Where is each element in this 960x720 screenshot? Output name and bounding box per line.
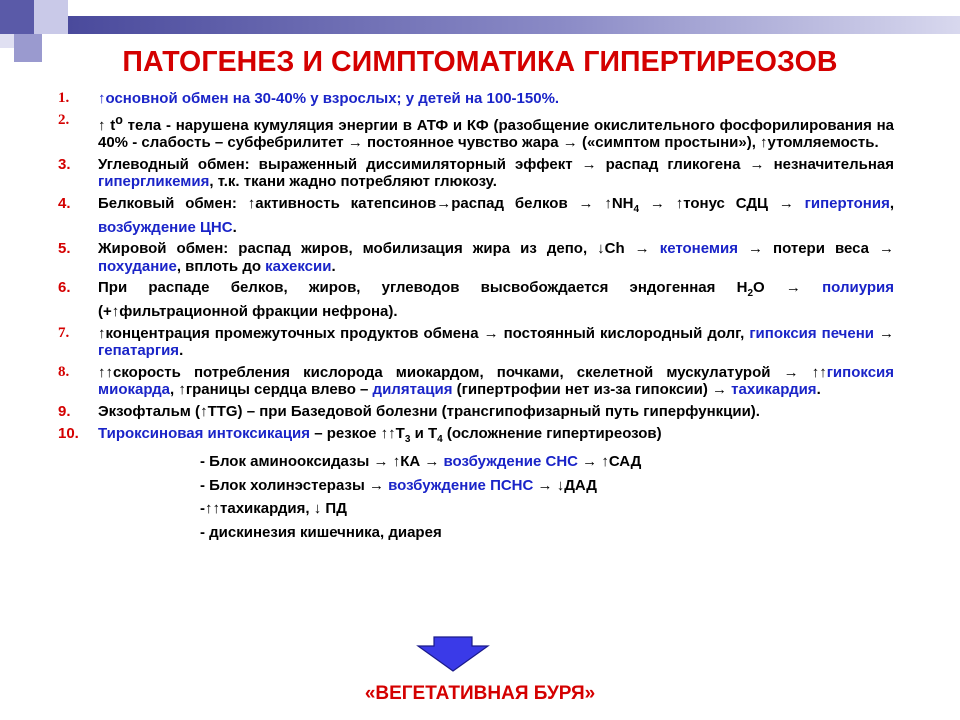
arrow-up-icon: ↑↑: [380, 424, 396, 442]
list-item: 3. Углеводный обмен: выраженный диссимиляторный эффект → распад гликогена → незначительная гипергликемия, т.к. ткани жадно потребляют глюкозу.: [58, 155, 894, 191]
item-number: 10.: [58, 424, 79, 442]
item-text: основной обмен на 30-40% у взрослых; у детей на 100-150%.: [105, 90, 560, 107]
item-number: 7.: [58, 324, 70, 341]
arrow-up-icon: ↑↑: [98, 363, 113, 381]
arrow-right-icon: →: [581, 155, 597, 173]
arrow-right-icon: →: [582, 453, 598, 471]
item-number: 5.: [58, 240, 71, 258]
arrow-up-icon: ↑: [604, 194, 612, 212]
item-number: 8.: [58, 363, 70, 380]
arrow-right-icon: →: [783, 363, 799, 381]
down-block-arrow-icon: [416, 636, 490, 672]
arrow-up-icon: ↑: [98, 116, 106, 134]
list-item: 10. Тироксиновая интоксикация – резкое $↑↑T_3$ и $T_4$ (осложнение гипертиреозов): [58, 425, 894, 449]
arrow-right-icon: →: [483, 324, 499, 342]
list-item: 6. При распаде белков, жиров, углеводов высвобождается эндогенная $H_2O$ → полиурия (+↑фильтрационной фракции нефрона).: [58, 279, 894, 320]
item-number: 1.: [58, 90, 70, 106]
item-number: 4.: [58, 194, 71, 212]
arrow-up-icon: ↑: [601, 453, 609, 471]
list-item: - Блок холинэстеразы → возбуждение ПСНС → ↓ДАД: [200, 476, 597, 494]
arrow-up-icon: ↑↑: [205, 500, 220, 518]
footer-caption: «ВЕГЕТАТИВНАЯ БУРЯ»: [364, 683, 596, 704]
item-number: 9.: [58, 402, 71, 420]
arrow-up-icon: ↑: [247, 194, 256, 212]
intoxication-sublist: [58, 453, 894, 541]
arrow-up-icon: ↑: [98, 90, 106, 107]
item-number: 3.: [58, 155, 71, 173]
arrow-down-icon: ↓: [313, 500, 322, 518]
arrow-right-icon: →: [712, 381, 727, 399]
arrow-up-icon: ↑↑: [811, 363, 827, 381]
arrow-right-icon: →: [649, 194, 665, 212]
list-item: - Блок аминооксидазы → ↑КА → возбуждение СНС → ↑САД: [200, 453, 642, 471]
arrow-right-icon: →: [347, 134, 363, 152]
arrow-right-icon: →: [634, 240, 650, 258]
list-item: 2. ↑ $t^o$ тела - нарушена кумуляция энергии в АТФ и КФ (разобщение окислительного фосфорилирования на 40% - слабость – субфебрилитет → постоянное чувство жара → («симптом простыни»), ↑утомляемость.: [58, 111, 894, 152]
symptom-list: [58, 90, 894, 547]
arrow-right-icon: →: [879, 240, 895, 258]
arrow-right-icon: →: [785, 279, 801, 297]
list-item: -↑↑тахикардия, ↓ ПД: [200, 500, 347, 518]
arrow-up-icon: ↑: [760, 134, 768, 152]
item-number: 2.: [58, 111, 70, 128]
arrow-down-icon: ↓: [556, 476, 565, 494]
list-item: 9. Экзофтальм (↑TTG) – при Базедовой болезни (трансгипофизарный путь гиперфункции).: [58, 402, 760, 420]
arrow-right-icon: →: [537, 476, 553, 494]
arrow-right-icon: →: [578, 194, 594, 212]
list-item: 5. Жировой обмен: распад жиров, мобилизация жира из депо, ↓Ch → кетонемия → потери веса → похудание, вплоть до кахексии.: [58, 240, 895, 275]
arrow-right-icon: →: [778, 194, 794, 212]
arrow-right-icon: →: [424, 453, 440, 471]
header-bar: [68, 16, 960, 34]
arrow-up-icon: ↑: [675, 194, 684, 212]
arrow-up-icon: ↑: [200, 402, 208, 420]
arrow-right-icon: →: [747, 240, 763, 258]
arrow-up-icon: ↑: [98, 324, 106, 342]
arrow-up-icon: ↑: [111, 302, 120, 320]
list-item: 8. ↑↑скорость потребления кислорода миокардом, почками, скелетной мускулатурой → ↑↑гипоксия миокарда, ↑границы сердца влево – дилятация (гипертрофии нет из-за гипоксии) → тахикардия.: [58, 363, 895, 399]
list-item: [58, 90, 894, 108]
arrow-up-icon: ↑: [178, 381, 186, 399]
decor-square: [34, 0, 68, 34]
arrow-down-icon: ↓: [597, 240, 605, 258]
list-item: - дискинезия кишечника, диарея: [200, 523, 442, 541]
slide-title: ПАТОГЕНЕЗ И СИМПТОМАТИКА ГИПЕРТИРЕОЗОВ: [122, 46, 838, 78]
arrow-right-icon: →: [562, 134, 578, 152]
arrow-right-icon: →: [368, 476, 384, 494]
arrow-up-icon: ↑: [392, 453, 401, 471]
list-item: 4. Белковый обмен: ↑активность катепсинов→распад белков → $↑NH_4$ → ↑тонус СДЦ → гипертония, возбуждение ЦНС.: [58, 194, 895, 236]
arrow-right-icon: →: [879, 324, 895, 342]
list-item: 7. ↑концентрация промежуточных продуктов обмена → постоянный кислородный долг, гипоксия печени → гепатаргия.: [58, 324, 895, 360]
arrow-right-icon: →: [436, 194, 452, 212]
arrow-right-icon: →: [373, 453, 389, 471]
arrow-right-icon: →: [749, 155, 765, 173]
item-number: 6.: [58, 279, 71, 297]
decor-square: [0, 0, 34, 34]
